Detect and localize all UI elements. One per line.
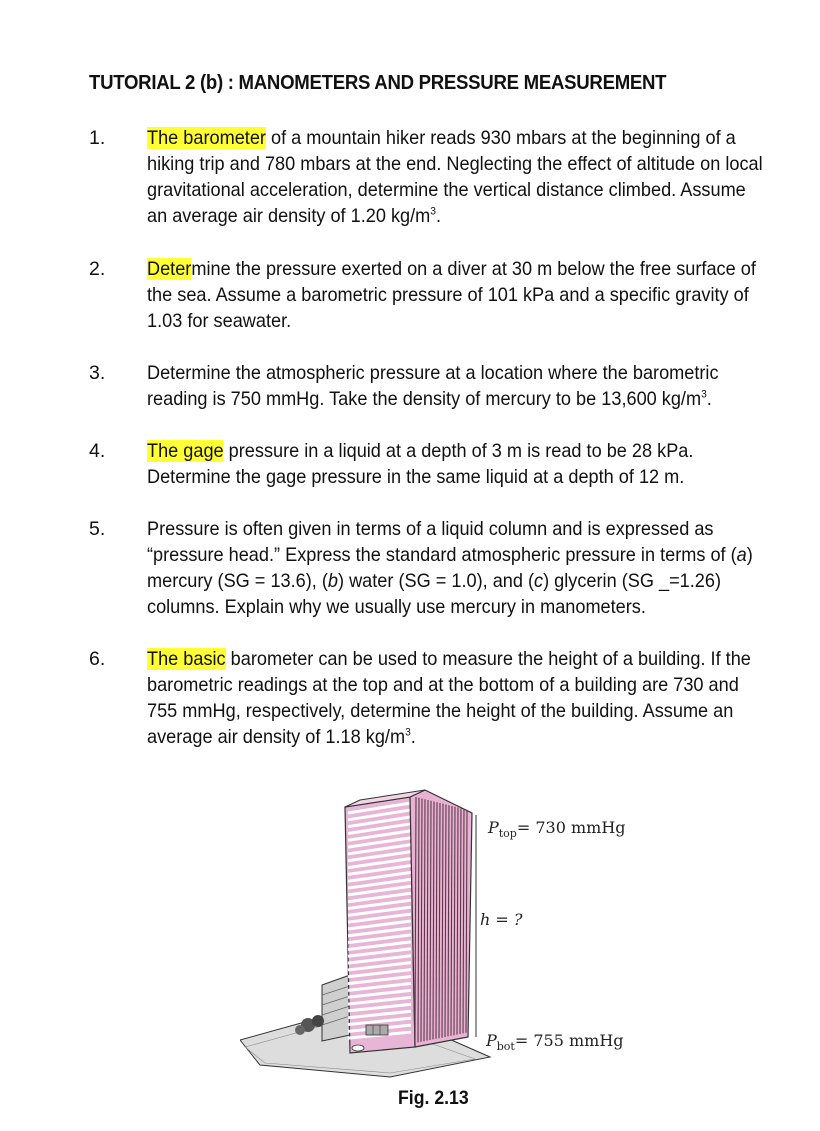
figure-caption: Fig. 2.13	[398, 1088, 469, 1109]
question-number: 1.	[89, 127, 106, 149]
question-text: Determine the pressure exerted on a diver at 30 m below the free surface of the sea. Assume a barometric pressure of 101 kPa and a specific gravity of 1.03 for seawater.	[147, 258, 756, 332]
question-number: 3.	[89, 362, 106, 384]
question-text: The basic barometer can be used to measure the height of a building. If the barometric readings at the top and at the bottom of a building are 730 and 755 mmHg, respectively, determine the height of the building. Assume an average air density of 1.18 $kg/m^3$.	[147, 648, 751, 748]
highlighted-text: The basic	[147, 648, 226, 670]
question-number: 2.	[89, 258, 106, 280]
podium-building	[322, 975, 350, 1041]
question-text: Pressure is often given in terms of a liquid column and is expressed as “pressure head.” Express the standard atmospheric pressure in terms of (a) mercury (SG = 13.6), (b) water (SG = 1.0), and (c) glycerin (SG _=1.26) columns. Explain why we usually use mercury in manometers.	[147, 518, 753, 618]
highlighted-text: Deter	[147, 258, 192, 280]
question-number: 5.	[89, 518, 106, 540]
building-figure	[240, 785, 660, 1085]
question-text: The barometer of a mountain hiker reads 930 mbars at the beginning of a hiking trip and 780 mbars at the end. Neglecting the effect of altitude on local gravitational acceleration, determine the vertical distance climbed. Assume an average air density of 1.20 $kg/m^3$.	[147, 127, 763, 227]
question-text: Determine the atmospheric pressure at a location where the barometric reading is 750 mmHg. Take the density of mercury to be 13,600 $kg/m^3$.	[147, 362, 719, 410]
pressure-top-label: $P_{top}= 730$ mmHg	[488, 818, 626, 840]
height-label: h = ?	[480, 910, 523, 929]
pressure-bottom-label: $P_{bot}= 755$ mmHg	[486, 1031, 624, 1053]
question-number: 6.	[89, 648, 106, 670]
page-title: TUTORIAL 2 (b) : MANOMETERS AND PRESSURE MEASUREMENT	[89, 72, 667, 94]
tower-front-face	[345, 797, 415, 1053]
tower-side-face	[410, 790, 472, 1047]
question-text: The gage pressure in a liquid at a depth of 3 m is read to be 28 kPa. Determine the gage pressure in the same liquid at a depth of 12 m.	[147, 440, 694, 488]
question-number: 4.	[89, 440, 106, 462]
highlighted-text: The barometer	[147, 127, 266, 149]
highlighted-text: The gage	[147, 440, 224, 462]
